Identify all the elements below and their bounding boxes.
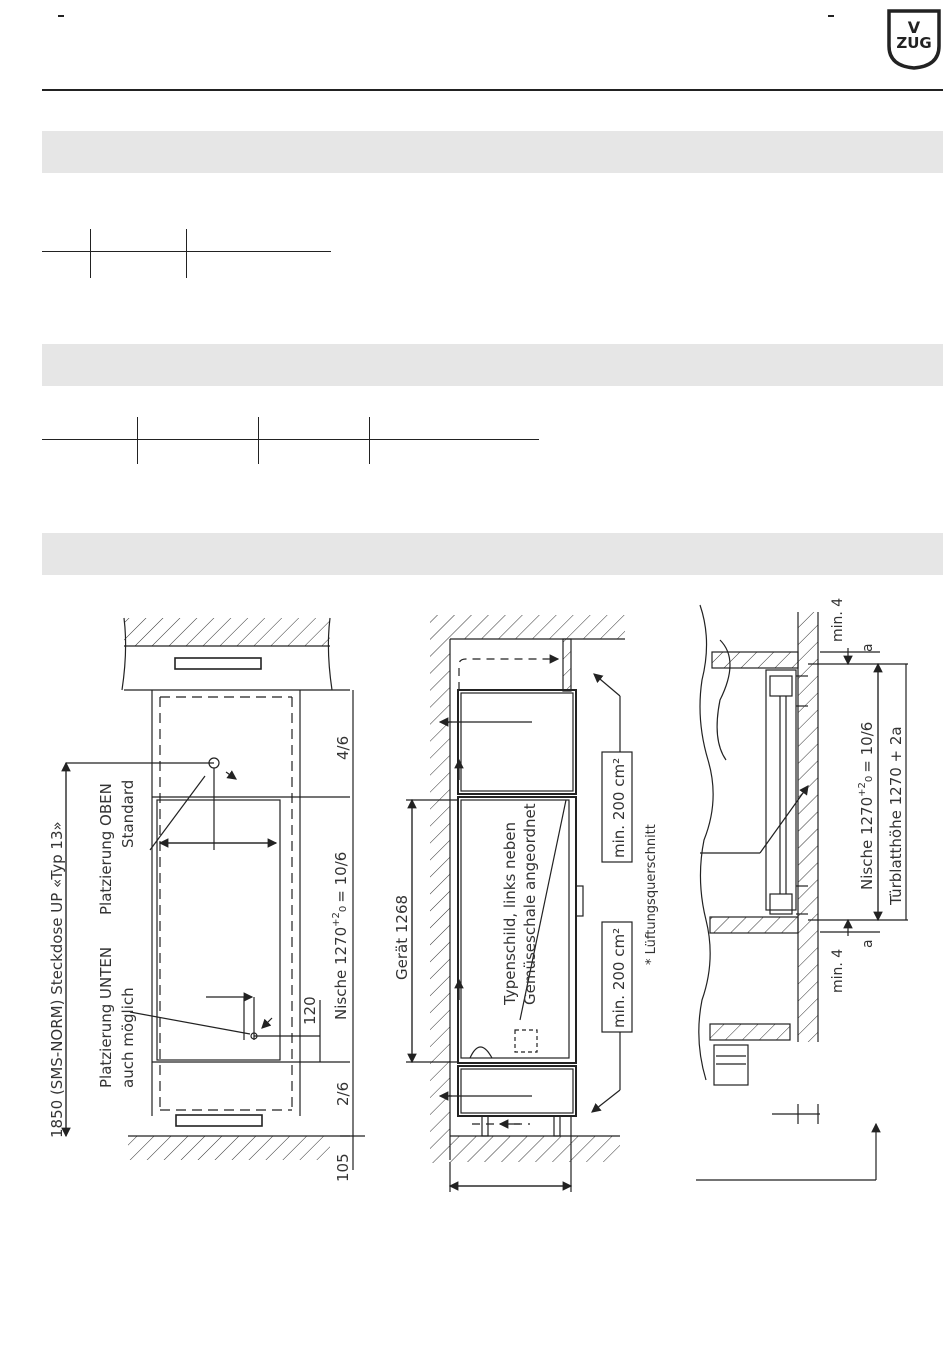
a-top-label: a xyxy=(860,643,876,652)
dim-bottom: 2/6 xyxy=(334,1081,352,1106)
socket-label: 1850 (SMS-NORM) Steckdose UP «Typ 13» xyxy=(48,821,66,1138)
min-bottom-label: min. 4 xyxy=(830,948,846,993)
placement-bottom-line1: Platzierung UNTEN xyxy=(97,946,115,1088)
dim-105: 105 xyxy=(334,1153,352,1182)
typeplate-line1: Typenschild, links neben xyxy=(501,821,519,1005)
niche-label-right: Nische $1270^{+2}_0= 10/6$ xyxy=(857,721,876,890)
vent-note-label: * Lüftungsquerschnitt xyxy=(644,824,659,965)
placement-top-line1: Platzierung OBEN xyxy=(97,783,115,915)
logo-line-1: V xyxy=(907,18,921,37)
dim-120: 120 xyxy=(301,996,319,1025)
dim-top: 4/6 xyxy=(334,735,352,760)
placement-top-line2: Standard xyxy=(119,779,137,848)
placement-bottom-line2: auch möglich xyxy=(119,987,137,1088)
vent-top-label: min. 200 cm² xyxy=(610,757,628,858)
typeplate-line2: Gemüseschale angeordnet xyxy=(521,803,539,1005)
min-top-label: min. 4 xyxy=(830,597,846,642)
a-bottom-label: a xyxy=(860,939,876,948)
door-height-label: Türblatthöhe 1270 + 2a xyxy=(887,726,905,905)
vent-bottom-label: min. 200 cm² xyxy=(610,927,628,1028)
door-section-drawing xyxy=(696,605,908,1180)
device-height-label: Gerät 1268 xyxy=(393,894,411,980)
dim-niche-left: Nische $1270^{+2}_0= 10/6$ xyxy=(331,851,350,1020)
door-section-labels xyxy=(830,598,905,993)
logo-line-2: ZUG xyxy=(896,34,932,52)
side-section-drawing xyxy=(406,615,632,1192)
